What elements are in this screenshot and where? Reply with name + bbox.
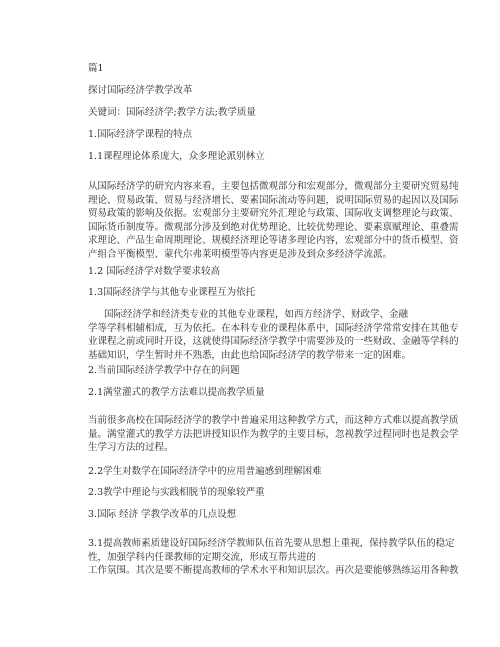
paragraph-line: 求理论、产品生命周期理论、规模经济理论等诸多理论内容，宏观部分中的货币模型、资	[88, 235, 459, 247]
paragraph-line: 工作氛围。其次是要不断提高教师的学术水平和知识层次。再次是要能够熟练运用各种教	[88, 565, 459, 577]
subsection-heading-2-3: 2.3教学中理论与实践相脱节的现象较严重	[88, 487, 265, 498]
paragraph-4	[88, 537, 459, 578]
section-heading-2: 2.当前国际经济学教学中存在的问题	[88, 365, 240, 376]
paragraph-line: 学等学科相辅相成，互为依托。在本科专业的课程体系中，国际经济学常常安排在其他专	[88, 322, 459, 334]
paragraph-line: 国际经济学和经济类专业的其他专业课程，如西方经济学、财政学、金融	[104, 309, 409, 320]
subsection-heading-1-3: 1.3国际经济学与其他专业课程互为依托	[88, 287, 256, 298]
paragraph-line: 生学习方法的过程。	[88, 442, 174, 454]
paragraph-line: 理论、贸易政策、贸易与经济增长、要素国际流动等问题，说明国际贸易的起因以及国际	[88, 194, 459, 206]
paragraph-line: 基础知识，学生暂时并不熟悉，由此也给国际经济学的教学带来一定的困难。	[88, 349, 412, 361]
part-label: 篇1	[88, 63, 104, 74]
paragraph-line: 性，加强学科内任课教师的定期交流，形成互帮共进的	[88, 551, 317, 563]
paragraph-line: 国际货币制度等。微观部分涉及到绝对优势理论、比较优势理论、要素禀赋理论、重叠需	[88, 221, 459, 233]
paragraph-line: 量。满堂灌式的教学方法把讲授知识作为教学的主要目标，忽视教学过程同时也是教会学	[88, 428, 459, 440]
paragraph-line: 从国际经济学的研究内容来看，主要包括微观部分和宏观部分，微观部分主要研究贸易纯	[88, 181, 459, 192]
paragraph-line: 贸易政策的影响及依据。宏观部分主要研究外汇理论与政策、国际收支调整理论与政策、	[88, 208, 459, 220]
paragraph-line: 业课程之前或同时开设，这就使得国际经济学教学中需要涉及的一些财政、金融等学科的	[88, 336, 459, 348]
subsection-heading-1-1: 1.1课程理论体系庞大，众多理论派别林立	[88, 151, 265, 162]
paragraph-2	[88, 308, 459, 362]
document-title: 探讨国际经济学教学改革	[88, 85, 193, 96]
paragraph-line: 产组合平衡模型、蒙代尔弗莱明模型等内容更是涉及到众多经济学流派。	[88, 248, 393, 260]
section-heading-3: 3.国际 经济 学教学改革的几点设想	[88, 509, 237, 520]
paragraph-line: 当前很多高校在国际经济学的教学中普遍采用这种教学方式，而这种方式难以提高教学质	[88, 415, 459, 426]
paragraph-3	[88, 414, 459, 455]
paragraph-1	[88, 180, 459, 262]
subsection-heading-2-1: 2.1满堂灌式的教学方法难以提高教学质量	[88, 387, 265, 398]
section-heading-1: 1.国际经济学课程的特点	[88, 129, 193, 140]
keywords-line: 关键词：国际经济学;教学方法;教学质量	[88, 107, 256, 118]
subsection-heading-1-2: 1.2 国际经济学对数学要求较高	[88, 266, 221, 277]
paragraph-line: 3.1提高教师素质建设好国际经济学教师队伍首先要从思想上重视，保持教学队伍的稳定	[88, 538, 455, 549]
subsection-heading-2-2: 2.2学生对数学在国际经济学中的应用普遍感到理解困难	[88, 466, 322, 477]
